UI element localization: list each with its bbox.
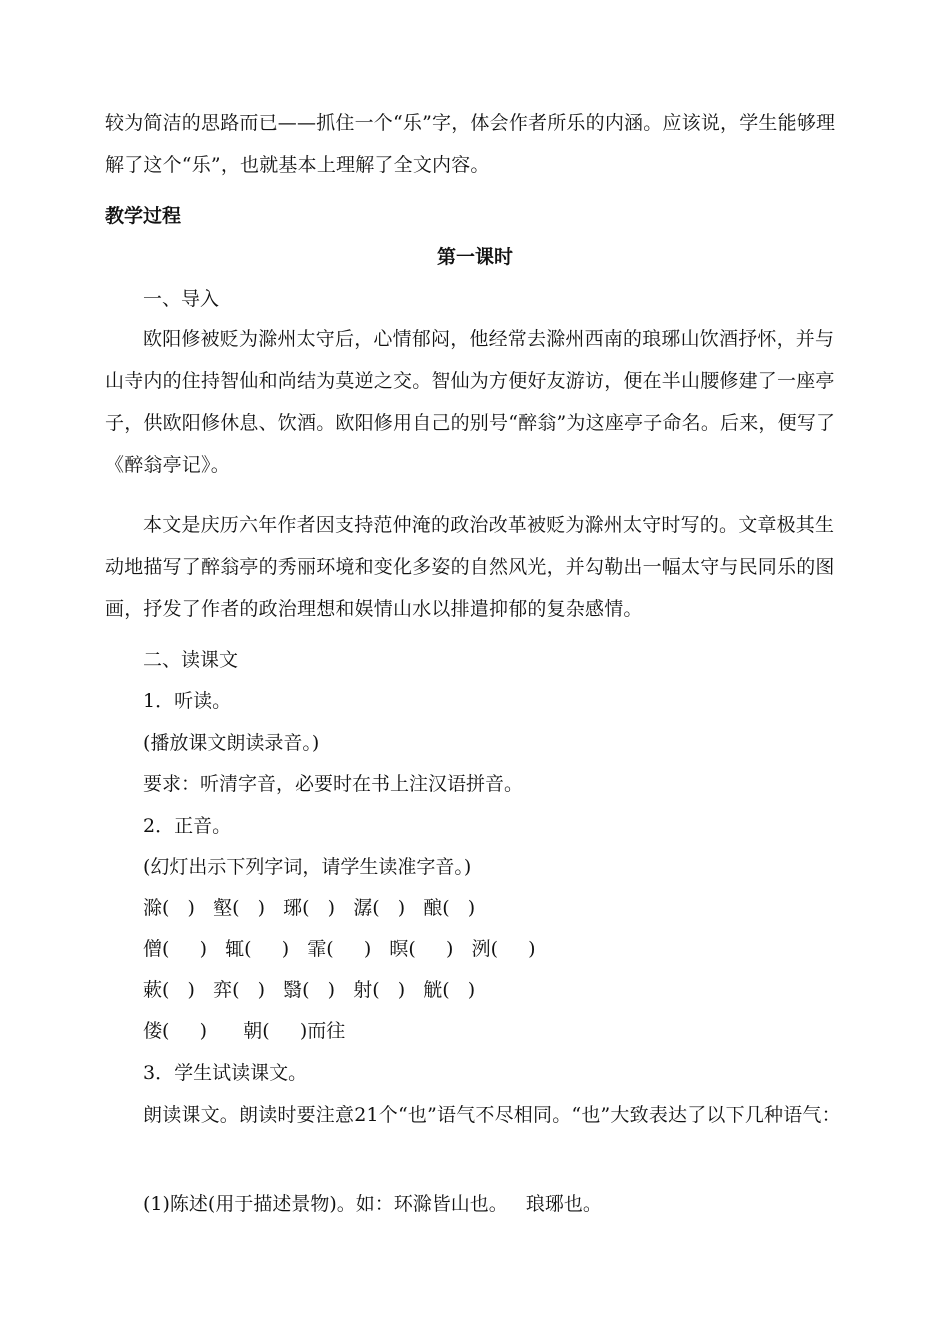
- character-row-2: 僧( ) 辄( ) 霏( ) 暝( ) 洌( ): [143, 938, 536, 960]
- step3-title: 3．学生试读课文。: [143, 1062, 308, 1084]
- step2-title: 2．正音。: [143, 815, 232, 837]
- step2-note: (幻灯出示下列字词，请学生读准字音。): [143, 856, 472, 878]
- character-row-1: 滁( ) 壑( ) 琊( ) 潺( ) 酿( ): [143, 897, 476, 919]
- intro-paragraph: 较为简洁的思路而已——抓住一个“乐”字，体会作者所乐的内涵。应该说，学生能够理解了这个“乐”，也就基本上理解了全文内容。: [105, 112, 836, 176]
- part1-paragraph-2: 本文是庆历六年作者因支持范仲淹的政治改革被贬为滁州太守时写的。文章极其生动地描写了醉翁亭的秀丽环境和变化多姿的自然风光，并勾勒出一幅太守与民同乐的图画，抒发了作者的政治理想和娱情山水以排遣抑郁的复杂感情。: [105, 514, 835, 620]
- section-title: 教学过程: [105, 205, 182, 227]
- lesson-title: 第一课时: [436, 246, 513, 268]
- tone-example-1: (1)陈述(用于描述景物)。如：环滁皆山也。 琅琊也。: [143, 1193, 602, 1215]
- character-row-3: 蔌( ) 弈( ) 翳( ) 射( ) 觥( ): [143, 979, 476, 1001]
- part1-heading: 一、导入: [143, 288, 220, 310]
- character-row-4: 偻( ) 朝( )而往: [143, 1020, 346, 1042]
- step1-requirement: 要求：听清字音，必要时在书上注汉语拼音。: [143, 773, 524, 795]
- step1-title: 1．听读。: [143, 690, 232, 712]
- step3-paragraph: 朗读课文。朗读时要注意21个“也”语气不尽相同。“也”大致表达了以下几种语气：: [143, 1104, 841, 1126]
- part1-paragraph-1: 欧阳修被贬为滁州太守后，心情郁闷，他经常去滁州西南的琅琊山饮酒抒怀，并与山寺内的住持智仙和尚结为莫逆之交。智仙为方便好友游访，便在半山腰修建了一座亭子，供欧阳修休息、饮酒。欧阳修用自己的别号“醉翁”为这座亭子命名。后来，便写了《醉翁亭记》。: [105, 328, 836, 476]
- step1-note: (播放课文朗读录音。): [143, 732, 320, 754]
- part2-heading: 二、读课文: [143, 649, 239, 671]
